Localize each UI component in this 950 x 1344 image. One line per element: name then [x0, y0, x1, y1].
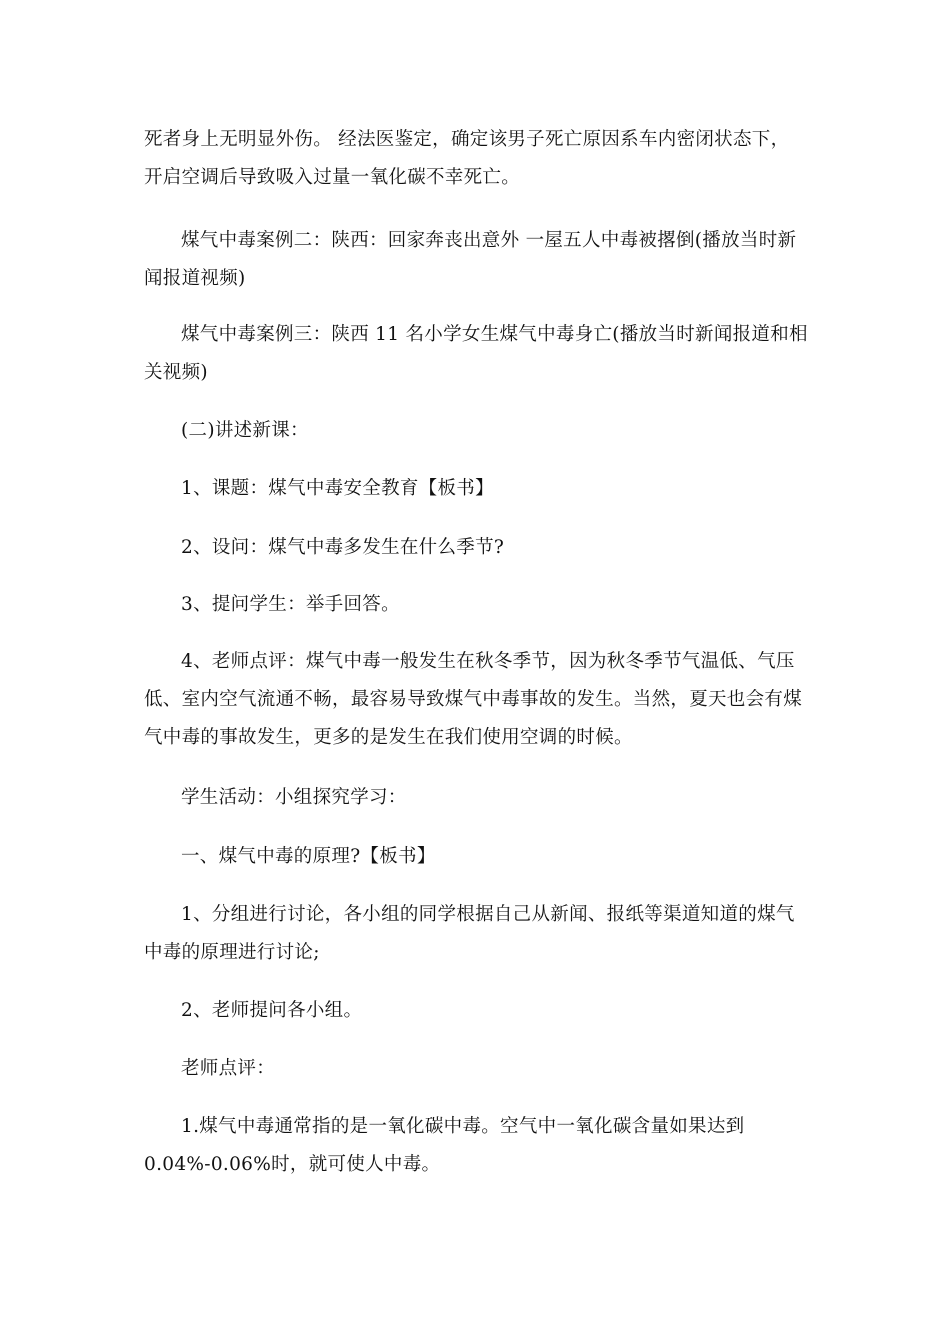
text-line: 气中毒的事故发生，更多的是发生在我们使用空调的时候。	[144, 727, 633, 748]
paragraph-p1	[144, 121, 810, 197]
text-line: 0.04%-0.06%时，就可使人中毒。	[144, 1154, 441, 1175]
text-line: 1.煤气中毒通常指的是一氧化碳中毒。空气中一氧化碳含量如果达到	[181, 1116, 745, 1137]
text-line: 煤气中毒案例二：陕西：回家奔丧出意外 一屋五人中毒被撂倒(播放当时新	[181, 230, 797, 251]
paragraph-p7	[144, 586, 810, 624]
text-line: 老师点评：	[181, 1058, 276, 1079]
text-line: 1、课题：煤气中毒安全教育【板书】	[181, 478, 494, 499]
paragraph-p4	[144, 412, 810, 450]
text-line: 2、设问：煤气中毒多发生在什么季节?	[181, 537, 505, 558]
text-line: 关视频)	[144, 362, 208, 383]
paragraph-p13	[144, 1050, 810, 1088]
text-line: (二)讲述新课：	[181, 420, 309, 441]
text-line: 2、老师提问各小组。	[181, 1000, 363, 1021]
text-line: 开启空调后导致吸入过量一氧化碳不幸死亡。	[144, 167, 521, 188]
paragraph-p3	[144, 316, 810, 392]
text-line: 闻报道视频)	[144, 268, 246, 289]
text-line: 1、分组进行讨论，各小组的同学根据自己从新闻、报纸等渠道知道的煤气	[181, 904, 795, 925]
text-line: 4、老师点评：煤气中毒一般发生在秋冬季节，因为秋冬季节气温低、气压	[181, 651, 795, 672]
paragraph-p2	[144, 222, 810, 298]
paragraph-p5	[144, 470, 810, 508]
text-line: 一、煤气中毒的原理?【板书】	[181, 846, 436, 867]
text-line: 死者身上无明显外伤。 经法医鉴定，确定该男子死亡原因系车内密闭状态下，	[144, 129, 790, 150]
text-line: 学生活动：小组探究学习：	[181, 787, 407, 808]
paragraph-p11	[144, 896, 810, 972]
text-line: 中毒的原理进行讨论;	[144, 942, 320, 963]
paragraph-p8	[144, 643, 810, 757]
paragraph-p12	[144, 992, 810, 1030]
text-line: 3、提问学生：举手回答。	[181, 594, 400, 615]
paragraph-p10	[144, 838, 810, 876]
paragraph-p6	[144, 529, 810, 567]
text-line: 煤气中毒案例三：陕西 11 名小学女生煤气中毒身亡(播放当时新闻报道和相	[181, 324, 808, 345]
paragraph-p14	[144, 1108, 810, 1184]
text-line: 低、室内空气流通不畅，最容易导致煤气中毒事故的发生。当然，夏天也会有煤	[144, 689, 803, 710]
paragraph-p9	[144, 779, 810, 817]
